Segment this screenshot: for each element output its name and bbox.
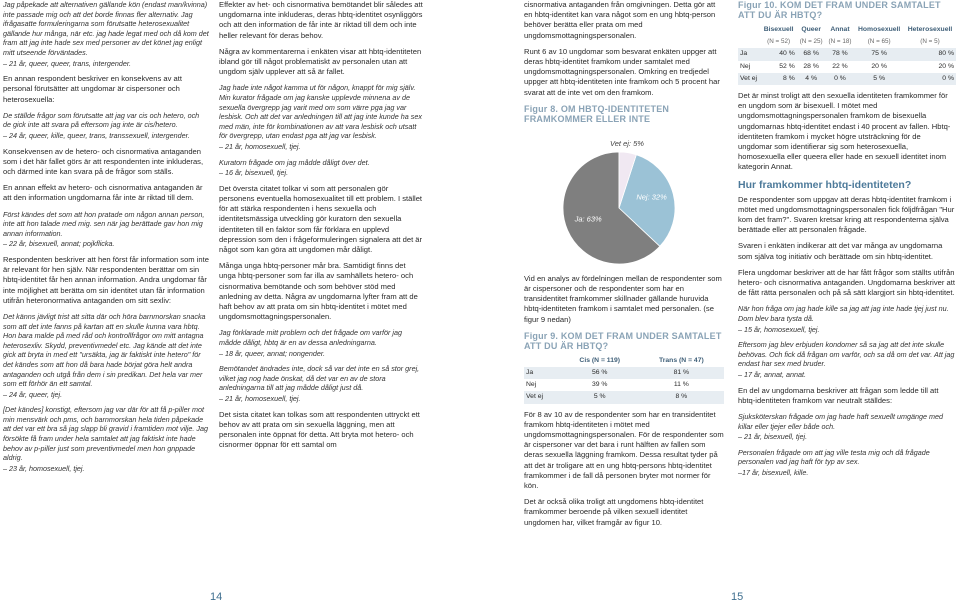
table-cell: 28 % [803, 62, 819, 70]
table-cell: 56 % [561, 367, 639, 379]
pie-slice-label: Vet ej: 5% [610, 138, 644, 148]
paragraph: Vid en analys av fördelningen mellan de respondenter som är cispersoner och de respondenter som har en transidentitet framkommer skillnader gällande huruvida hbtq-identiteten framkom i samtalet med personalen. (se figur 9 nedan) [524, 273, 722, 324]
figure-caption: KOM DET FRAM UNDER SAMTALET ATT DU ÄR HBTQ? [524, 330, 722, 351]
figure-caption: OM HBTQ-IDENTITETEN FRAMKOMMER ELLER INTE [524, 103, 670, 124]
table-cell: 5 % [854, 73, 904, 85]
table-cell: Ja [738, 48, 761, 60]
figure-caption: KOM DET FRAM UNDER SAMTALET ATT DU ÄR HBTQ? [738, 0, 941, 20]
table-cell: 39 % [591, 381, 608, 389]
table-header-cell: Annat [830, 26, 850, 33]
paragraph: cisnormativa antaganden från omgivningen. Detta gör att en hbtq-identitet kan vara något som en ung hbtq-person behöver berätta eller prata om med ungdomsmottagningspersonalen. [524, 0, 716, 40]
table-cell: 78 % [826, 48, 855, 60]
figure-8-title [524, 104, 724, 124]
table-row [738, 61, 956, 73]
table-header-cell: Cis (N = 119) [579, 356, 621, 364]
figure-10-table [738, 24, 956, 85]
table-header-cell: Queer [801, 26, 821, 33]
quote: Jag hade inte något kamma ut för någon, knappt för mig själv. Min kurator frågade om jag kanske upplevde minnena av de sexuella övergrepp jag varit med om som värre pga jag var lesbisk. Och att det var anledningen till att jag inte kunde ha sex med män, inte för kombinationen av att vara lesbisk och utsatt för övergrepp, utan endast pga att jag var lesbisk. [219, 83, 422, 141]
column-1 [3, 0, 209, 479]
table-row [524, 367, 724, 379]
quote-signature: – 24 år, queer, tjej. [3, 389, 63, 399]
pie-chart [524, 128, 679, 268]
table-subheader-cell: (N = 52) [767, 38, 791, 46]
quote-signature: –17 år, bisexuell, kille. [738, 468, 809, 477]
quote: Eftersom jag blev erbjuden kondomer så sa jag att det inte skulle behövas. Och fick då frågan om varför, och sa då om det var. Att jag endast har sex med bruder. [738, 340, 955, 369]
column-4 [738, 0, 956, 484]
table-header-cell: Heterosexuell [907, 26, 953, 33]
table-header [524, 355, 724, 367]
column-2 [219, 0, 424, 456]
quote-signature: – 21 år, queer, queer, trans, intergender. [3, 58, 131, 68]
figure-10-title [738, 0, 956, 20]
figure-9-title [524, 331, 724, 351]
table-subheader-cell: (N = 5) [920, 38, 940, 46]
pie-slice-label: Ja: 63% [574, 214, 602, 224]
figure-number: Figur 9. [524, 330, 559, 341]
quote-signature: – 16 år, bisexuell, tjej. [219, 168, 289, 178]
table-subheader [738, 36, 956, 48]
paragraph: Konsekvensen av de hetero- och cisnormativa antaganden som i det här fallet görs är att respondenten inte inkluderas, och därmed inte kan svara på de frågor som ställs. [3, 146, 204, 176]
paragraph: Det är minst troligt att den sexuella identiteten framkommer för en ungdom som är bisexuell. I mötet med ungdomsmottagningspersonalen framkom de bisexuella ungdomarnas hbtq-identitet endast i 40 procent av fallen. Hbtq-identiteten framkom i mycket högre utsträckning för de ungdomar som identifierar sig som heterosexuella, homosexuella eller queera eller hade en sexuell identitet inom kategorin Annat. [738, 91, 951, 172]
paragraph: Respondenten beskriver att hen först får information som inte är relevant för hen själv. När respondenten berättar om sin hbtq-identitet får hen annan information. Andra ungdomar får inte möjlighet att berätta om sin identitet utan får information utifrån heteronormativa antaganden om sitt sexliv: [3, 254, 209, 305]
figure-number: Figur 8. [524, 103, 559, 114]
table-cell: 81 % [639, 367, 724, 379]
quote: Bemötandet ändrades inte, dock så var det inte en så stor grej, vilket jag nog hade önskat, då det var en av de stora anledningarna till att jag mådde dåligt just då. [219, 364, 420, 393]
paragraph: Många unga hbtq-personer mår bra. Samtidigt finns det unga hbtq-personer som far illa av samhällets hetero- och cisnormativa bemötande och som behöver stöd med anledning av detta. Några av ungdomarna lyfter fram att de haft behov av att prata om sin hbtq-identitet i mötet med ungdomsmottagningspersonalen. [219, 261, 418, 322]
quote-signature: – 15 år, homosexuell, tjej. [738, 324, 820, 334]
table-row [524, 391, 724, 403]
figure-number: Figur 10. [738, 0, 778, 10]
table-cell: 11 % [673, 381, 689, 389]
paragraph: En del av ungdomarna beskriver att frågan som ledde till att hbtq-identiteten framkom var neutralt ställdes: [738, 385, 939, 405]
quote: Först kändes det som att hon pratade om någon annan person, inte att hon talade med mig. sen när jag berättade gav hon mig annan information. [3, 209, 205, 238]
table-subheader-cell: (N = 18) [828, 38, 852, 46]
paragraph: Runt 6 av 10 ungdomar som besvarat enkäten uppger att deras hbtq-identitet framkom under samtalet med ungdomsmottagningspersonalen. Omkring en tredjedel uppger att hbtq-identiteten inte framkom och 5 procent har svarat att de inte vet om den framkom. [524, 46, 720, 97]
table-cell: 80 % [904, 48, 956, 60]
table-cell: Nej [740, 62, 751, 70]
table-header-cell [524, 355, 561, 367]
paragraph: Några av kommentarerna i enkäten visar att hbtq-identiteten ibland gör till något problematiskt av personalen utan att ungdom själv upplever att så är fallet. [219, 46, 422, 77]
table-cell: 5 % [561, 391, 639, 403]
paragraph: Svaren i enkäten indikerar att det var många av ungdomarna som själva tog initiativ och berättade om sin hbtq-identitet. [738, 241, 943, 261]
table-cell: 40 % [761, 48, 797, 60]
quote: De ställde frågor som förutsatte att jag var cis och hetero, och de gick inte att svara på eftersom jag inte är cis/hetero. [3, 110, 200, 130]
quote-signature: – 23 år, homosexuell, tjej. [3, 463, 85, 473]
page-number-right: 15 [731, 591, 744, 603]
pie-slice-label: Nej: 32% [636, 192, 667, 202]
quote: Jag förklarade mitt problem och det frågade om varför jag mådde dåligt, hbtq är en av dessa anledningarna. [219, 328, 402, 347]
quote: Det känns jävligt trist att sitta där och höra barnmorskan snacka som att det inte fanns på kartan att en skulle kunna vara hbtq. Hon bara malde på med råd och kontrollfrågor om mitt antagna heterosexliv. Skydd, preventivmedel etc. Jag kände att det inte gick att bryta in med ett "ursäkta, jag är faktiskt inte hetero" för det kändes som att hon då bara hade börjat göra helt andra antaganden och utgå från dem i sin predikan. Det hela var mer som ett förhör än ett samtal. [3, 311, 206, 389]
table-cell: Ja [524, 367, 561, 379]
paragraph: De respondenter som uppgav att deras hbtq-identitet framkom i mötet med ungdomsmottagningspersonalen fick följdfrågan "Hur kom det fram?". Svaren kretsar kring att respondenterna själva berättade eller att personalen frågade. [738, 194, 955, 235]
table-header-cell [738, 24, 761, 36]
table-cell: 52 % [779, 62, 795, 70]
paragraph: Effekter av het- och cisnormativa bemötandet blir således att ungdomarna inte inkluderas, deras hbtq-identitet osynliggörs och att den information de får inte är riktad till dem och inte heller relevant för deras behov. [219, 0, 423, 40]
quote: Sjuksköterskan frågade om jag hade haft sexuellt umgänge med killar eller tjejer eller både och. [738, 412, 943, 431]
quote-signature: – 21 år, homosexuell, tjej. [219, 393, 301, 403]
table-cell: 0 % [826, 73, 855, 85]
table-header-cell: Homosexuell [858, 26, 901, 33]
table-cell: 68 % [797, 48, 826, 60]
quote-signature: – 18 år, queer, annat; nongender. [219, 348, 326, 358]
table-cell: 4 % [797, 73, 826, 85]
quote-signature: – 21 år, homosexuell, tjej. [219, 141, 301, 151]
table-cell: 8 % [761, 73, 797, 85]
paragraph: För 8 av 10 av de respondenter som har en transidentitet framkom hbtq-identiteten i mötet med ungdomsmottagningspersonalen. För de respondenter som är cispersoner var det bara i runt hälften av fallen som deras sexuella läggning framkom. Dessa resultat tyder på att det är troligare att en ung hbtq-persons hbtq-identitet framkommer i de fall då personen bryter mot normer för kön. [524, 409, 724, 491]
column-3 [524, 0, 724, 534]
table-cell: Vet ej [738, 73, 761, 85]
section-heading: Hur framkommer hbtq-identiteten? [738, 178, 912, 191]
table-cell: Nej [526, 381, 537, 389]
table-cell: 0 % [904, 73, 956, 85]
table-cell: 8 % [639, 391, 724, 403]
quote-signature: – 22 år, bisexuell, annat; pojkflicka. [3, 239, 115, 249]
paragraph: Flera ungdomar beskriver att de har fått frågor som ställts utifrån hetero- och cisnormativa antaganden. Ungdomarna beskriver att de fått rätta personalen och på så sätt klargjort sin hbtq-identitet. [738, 267, 955, 298]
paragraph: En annan respondent beskriver en konsekvens av att personal förutsätter att ungdomar är cispersoner och heterosexuella: [3, 74, 182, 104]
table-subheader-cell: (N = 65) [867, 38, 891, 46]
table-row [738, 73, 956, 85]
table-cell: 20 % [871, 62, 887, 70]
page-number-left: 14 [210, 591, 223, 603]
table-row [524, 379, 724, 391]
quote: Personalen frågade om att jag ville testa mig och då frågade personalen vad jag haft för typ av sex. [738, 447, 930, 467]
pie-chart-svg [524, 128, 679, 268]
quote-signature: – 24 år, queer, kille, queer, trans, transsexuell, intergender. [3, 130, 190, 140]
paragraph: Det sista citatet kan tolkas som att respondenten uttryckt ett behov av att prata om sin sexuella läggning, men att personalen inte öppnat för detta. Att bryta mot hetero- och cisnormer öppnar för ett samtal om [219, 409, 420, 450]
table-header [738, 24, 956, 36]
quote: Kuratorn frågade om jag mådde dåligt över det. [219, 157, 370, 167]
paragraph: Det översta citatet tolkar vi som att personalen gör personens eventuella homosexualitet till ett problem. I stället för att stärka respondenten i hens sexuella och identitetsmässiga utveckling gör kuratorn den sexuella identiteten till en faktor som får förklara en upplevd depression som den i frågeformuleringen signalera att det är något som kan göra att ungdomen mår dåligt. [219, 183, 423, 254]
quote: [Det kändes] konstigt, eftersom jag var där för att få p-piller mot min mensvärk och pms, och barnmorskan hela tiden påpekade att det var ett bra så jag slapp bli gravid i framtiden mot vilje. Jag försökte få fram under hela samtalet att jag faktiskt inte hade behov av p-piller just som preventivmedel men hon gnppade aldrig. [3, 405, 208, 463]
table-header-cell: Bisexuell [763, 26, 794, 33]
table-subheader-cell [738, 36, 761, 48]
table-cell: 22 % [832, 62, 848, 70]
table-header-cell: Trans (N = 47) [658, 356, 704, 364]
paragraph: En annan effekt av hetero- och cisnormativa antaganden är att den information ungdomarna får inte är riktad till dem. [3, 183, 203, 203]
table-subheader-cell: (N = 25) [799, 38, 823, 46]
quote: När hon fråga om jag hade kille sa jag att jag inte hade tjej just nu. Dom blev bara tysta då. [738, 304, 949, 324]
table-cell: 20 % [938, 62, 954, 70]
quote-signature: – 17 år, annat, annat. [738, 370, 806, 380]
table-row [738, 48, 956, 60]
table-cell: 75 % [854, 48, 904, 60]
quote-signature: – 21 år, bisexuell, tjej. [738, 432, 808, 442]
table-cell: Vet ej [524, 391, 561, 403]
quote-intro: Jag påpekade att alternativen gällande kön (endast man/kvinna) inte passade mig och att det borde finnas fler alternativ. Jag ifrågasatte formuleringarna som förutsatte heterosexualitet gällande hur många, när etc. jag hade legat med och då kom det fram att jag inte hade sex med personer av det könet jag enligt mitt utseende förväntades. [3, 0, 209, 57]
figure-9-table [524, 355, 724, 404]
paragraph: Det är också olika troligt att ungdomens hbtq-identitet framkommer beroende på vilken sexuell identitet ungdomen har, vilket framgår av figur 10. [524, 497, 704, 527]
